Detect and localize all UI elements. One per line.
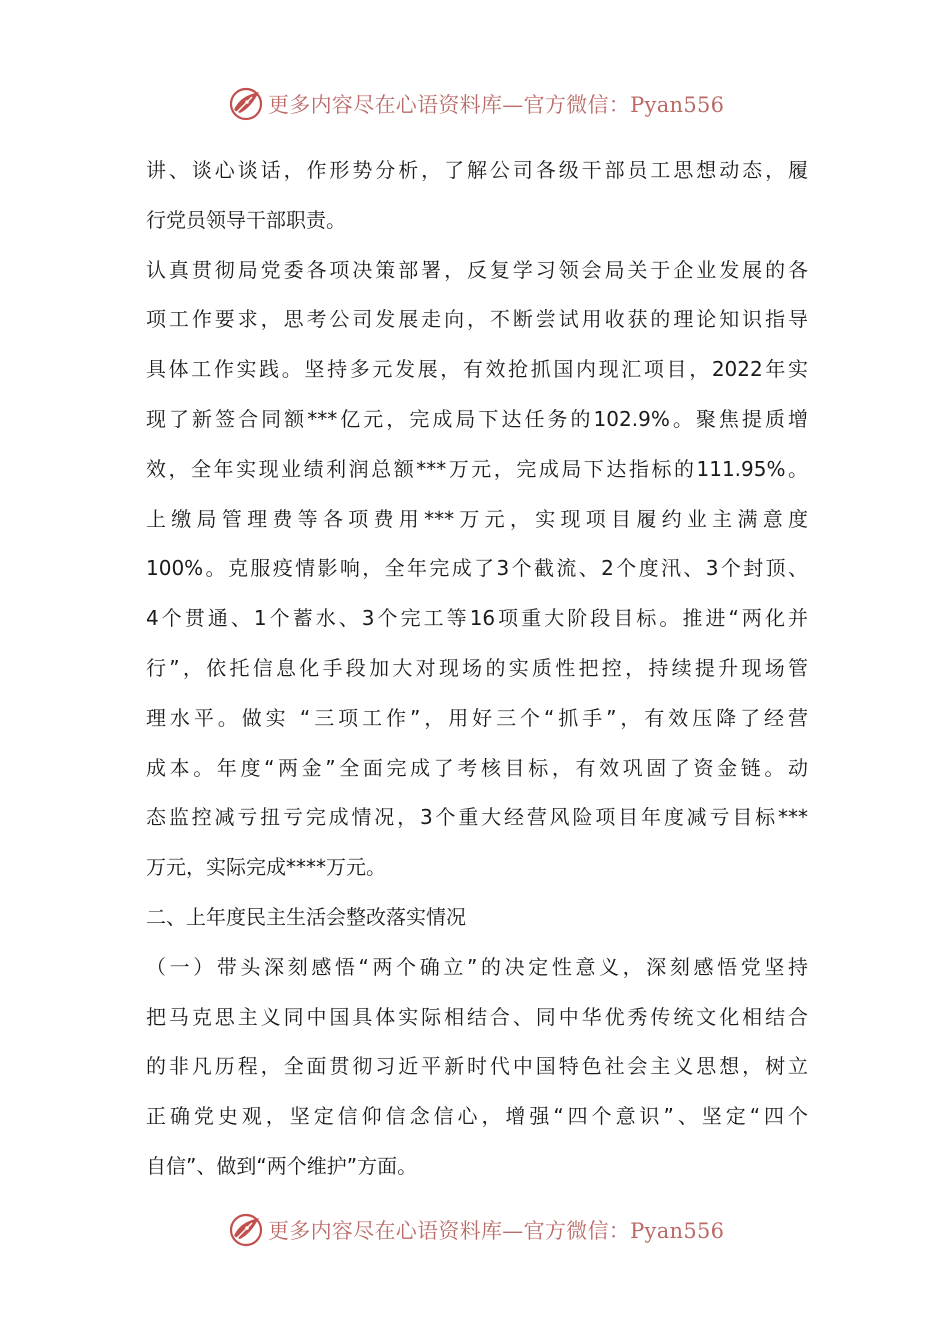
watermark-text: 更多内容尽在心语资料库—官方微信：Pyan556: [268, 1219, 725, 1243]
text-line: 态监控减亏扭亏完成情况，3个重大经营风险项目年度减亏目标***: [146, 805, 808, 830]
text-line: 讲、谈心谈话，作形势分析，了解公司各级干部员工思想动态，履: [146, 158, 808, 182]
pen-nib-logo-icon: [228, 86, 264, 122]
text-line: 理水平。做实 “三项工作”，用好三个“抓手”，有效压降了经营: [146, 705, 808, 730]
text-line: 项工作要求，思考公司发展走向，不断尝试用收获的理论知识指导: [146, 307, 808, 332]
text-line: 行”，依托信息化手段加大对现场的实质性把控，持续提升现场管: [146, 655, 808, 680]
text-line: 万元，实际完成****万元。: [146, 855, 386, 880]
text-line: 成本。年度“两金”全面完成了考核目标，有效巩固了资金链。动: [146, 755, 808, 780]
text-line: 把马克思主义同中国具体实际相结合、同中华优秀传统文化相结合: [146, 1004, 808, 1029]
text-line: （一）带头深刻感悟“两个确立”的决定性意义，深刻感悟党坚持: [146, 954, 808, 979]
text-line: 现了新签合同额***亿元，完成局下达任务的102.9%。聚焦提质增: [146, 406, 808, 431]
text-line: 的非凡历程，全面贯彻习近平新时代中国特色社会主义思想，树立: [146, 1054, 808, 1079]
text-line: 自信”、做到“两个维护”方面。: [146, 1153, 418, 1178]
text-line: 正确党史观，坚定信仰信念信心，增强“四个意识”、坚定“四个: [146, 1104, 808, 1129]
paragraph: [146, 146, 808, 246]
text-line: 效，全年实现业绩利润总额***万元，完成局下达指标的111.95%。: [146, 456, 808, 481]
text-line: 100%。克服疫情影响，全年完成了3个截流、2个度汛、3个封顶、: [146, 556, 808, 581]
text-line: 认真贯彻局党委各项决策部署，反复学习领会局关于企业发展的各: [146, 257, 808, 282]
paragraph: [146, 246, 808, 893]
text-line: 二、上年度民主生活会整改落实情况: [146, 904, 466, 929]
watermark-header: [0, 82, 950, 126]
watermark-text: 更多内容尽在心语资料库—官方微信：Pyan556: [268, 93, 725, 117]
text-line: 行党员领导干部职责。: [146, 207, 346, 232]
text-line: 上缴局管理费等各项费用***万元，实现项目履约业主满意度: [146, 506, 808, 531]
section-heading: [146, 893, 808, 943]
document-body: [146, 146, 808, 1192]
text-line: 具体工作实践。坚持多元发展，有效抢抓国内现汇项目，2022年实: [146, 357, 808, 382]
pen-nib-logo-icon: [228, 1212, 264, 1248]
paragraph: [146, 943, 808, 1192]
watermark-footer: [0, 1208, 950, 1252]
text-line: 4个贯通、1个蓄水、3个完工等16项重大阶段目标。推进“两化并: [146, 606, 808, 631]
